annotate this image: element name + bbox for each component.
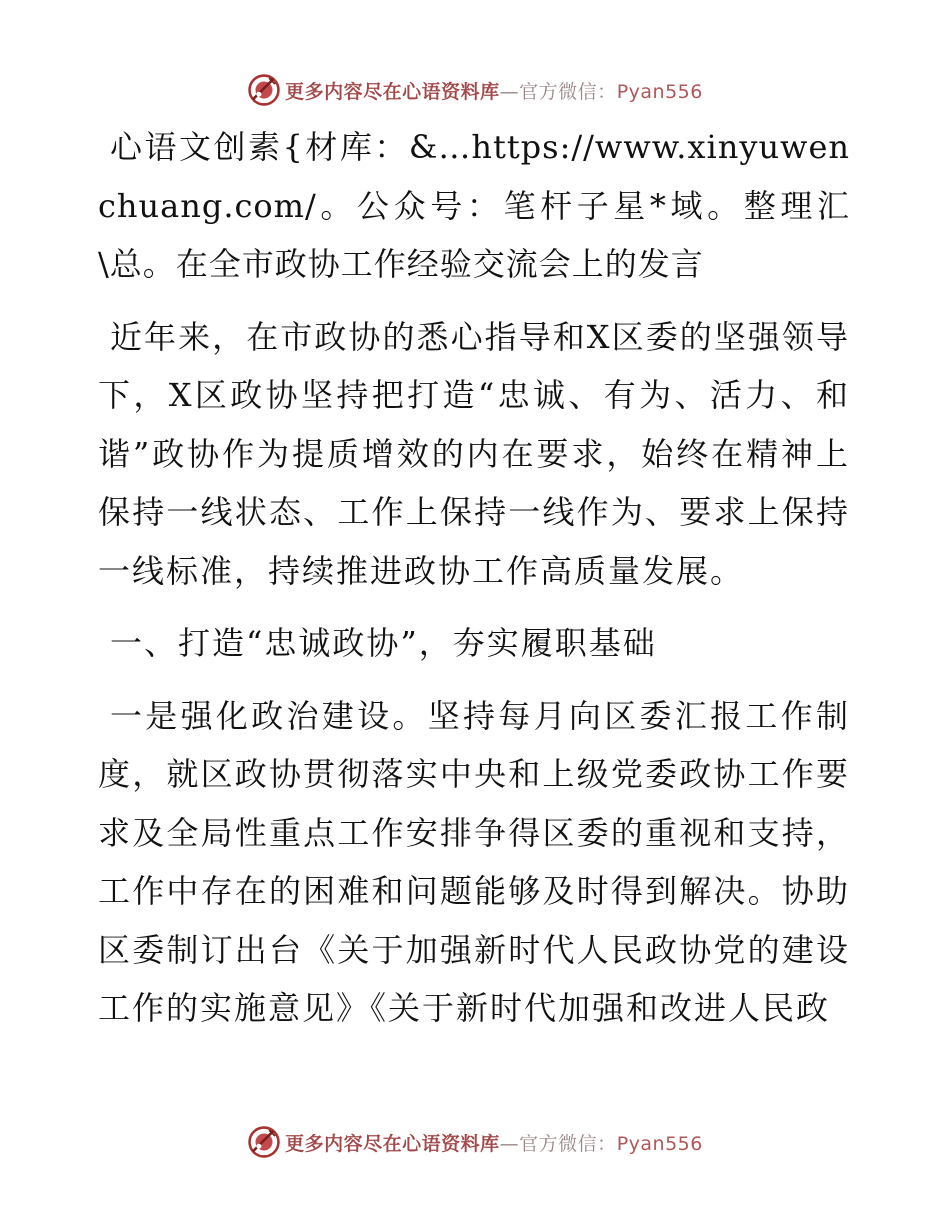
watermark-label: 官方微信： [519,1132,617,1155]
document-title-paragraph: 心语文创素{材库：&…https://www.xinyuwenchuang.com/。公众号：笔杆子星*域。整理汇\总。在全市政协工作经验交流会上的发言 [98,128,850,283]
watermark-main: 更多内容尽在心语资料库 [285,80,500,103]
watermark-dash: — [499,1132,520,1155]
watermark-label: 官方微信： [519,80,617,103]
watermark-text [285,77,703,104]
body-paragraph: 一是强化政治建设。坚持每月向区委汇报工作制度，就区政协贯彻落实中央和上级党委政协工作要求及全局性重点工作安排争得区委的重视和支持，工作中存在的困难和问题能够及时得到解决。协助区委制订出台《关于加强新时代人民政协党的建设工作的实施意见》《关于新时代加强和改进人民政 [98,696,850,1027]
watermark-dash: — [499,80,520,103]
intro-paragraph: 近年来，在市政协的悉心指导和X区委的坚强领导下，X区政协坚持把打造“忠诚、有为、活力、和谐”政协作为提质增效的内在要求，始终在精神上保持一线状态、工作上保持一线作为、要求上保持一线标准，持续推进政协工作高质量发展。 [98,317,850,590]
paragraph-gap [98,673,850,687]
document-body [98,118,850,1038]
paragraph-gap [98,294,850,308]
watermark-main: 更多内容尽在心语资料库 [285,1132,500,1155]
paragraph-gap [98,600,850,614]
section-heading: 一、打造“忠诚政协”，夯实履职基础 [110,624,657,662]
brand-logo-icon [247,1125,281,1159]
footer-watermark [0,1122,950,1162]
watermark-handle: Pyan556 [616,1132,703,1155]
brand-logo-icon [247,73,281,107]
watermark-text [285,1129,703,1156]
header-watermark [0,70,950,110]
watermark-handle: Pyan556 [616,80,703,103]
